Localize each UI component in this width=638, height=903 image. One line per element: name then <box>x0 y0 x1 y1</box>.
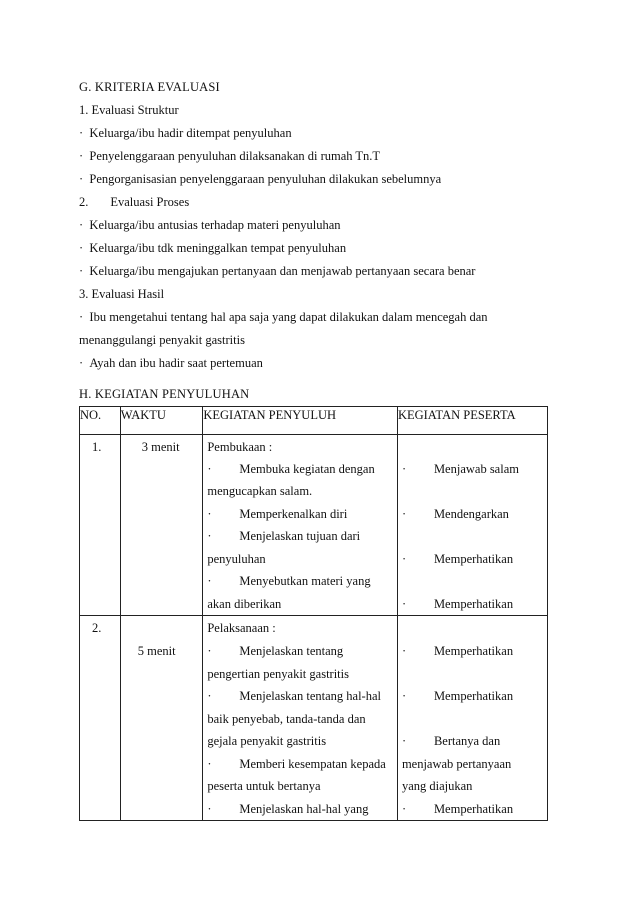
participant-line: · Memperhatikan <box>401 644 514 658</box>
struktur-item: · Pengorganisasian penyelenggaraan penyuluhan dilakukan sebelumnya <box>79 172 442 186</box>
row-duration: 5 menit <box>137 644 176 658</box>
activity-line: · Membuka kegiatan dengan <box>207 462 375 476</box>
activity-heading: Pelaksanaan : <box>207 621 276 635</box>
bullet-icon: · <box>207 462 212 476</box>
evaluasi-struktur-title: 1. Evaluasi Struktur <box>79 103 179 117</box>
activity-line: · Menjelaskan tujuan dari <box>207 529 361 543</box>
bullet-icon: · <box>79 172 84 186</box>
bullet-icon: · <box>79 126 84 140</box>
bullet-icon: · <box>79 356 84 370</box>
activity-line: · Menjelaskan tentang hal-hal <box>207 689 381 703</box>
bullet-icon: · <box>207 574 212 588</box>
bullet-icon: · <box>401 689 407 703</box>
bullet-icon: · <box>401 597 407 611</box>
participant-line: · Menjawab salam <box>401 462 519 476</box>
activity-line: gejala penyakit gastritis <box>207 734 327 748</box>
header-waktu: WAKTU <box>120 407 203 435</box>
bullet-icon: · <box>207 644 212 658</box>
row-duration: 3 menit <box>141 440 180 454</box>
proses-item: · Keluarga/ibu antusias terhadap materi penyuluhan <box>79 218 341 232</box>
proses-item: · Keluarga/ibu tdk meninggalkan tempat penyuluhan <box>79 241 347 255</box>
bullet-icon: · <box>207 757 212 771</box>
bullet-icon: · <box>207 529 212 543</box>
activity-line: · Memberi kesempatan kepada <box>207 757 386 771</box>
participant-line: · Memperhatikan <box>401 597 514 611</box>
bullet-icon: · <box>207 802 212 816</box>
participant-line: · Bertanya dan <box>401 734 501 748</box>
bullet-icon: · <box>79 264 84 278</box>
participant-line: · Memperhatikan <box>401 689 514 703</box>
hasil-item: · Ibu mengetahui tentang hal apa saja yang dapat dilakukan dalam mencegah dan <box>79 310 488 324</box>
row-number: 1. <box>92 440 102 454</box>
activity-line: baik penyebab, tanda-tanda dan <box>207 712 366 726</box>
participant-line: menjawab pertanyaan <box>401 757 512 771</box>
struktur-item: · Keluarga/ibu hadir ditempat penyuluhan <box>79 126 292 140</box>
bullet-icon: · <box>401 734 407 748</box>
activity-line: · Menjelaskan tentang <box>207 644 344 658</box>
bullet-icon: · <box>207 689 212 703</box>
activity-line: · Memperkenalkan diri <box>207 507 348 521</box>
kegiatan-table <box>79 406 548 821</box>
activity-line: pengertian penyakit gastritis <box>207 667 349 681</box>
proses-item: · Keluarga/ibu mengajukan pertanyaan dan menjawab pertanyaan secara benar <box>79 264 476 278</box>
participant-line: · Mendengarkan <box>401 507 509 521</box>
evaluasi-proses-title: 2. Evaluasi Proses <box>79 195 190 209</box>
header-kegiatan-peserta: KEGIATAN PESERTA <box>397 407 547 435</box>
bullet-icon: · <box>401 644 407 658</box>
bullet-icon: · <box>401 507 407 521</box>
activity-line: · Menjelaskan hal-hal yang <box>207 802 369 816</box>
header-no: NO. <box>80 407 121 435</box>
participant-line: · Memperhatikan <box>401 802 514 816</box>
bullet-icon: · <box>401 462 407 476</box>
table-row <box>80 616 548 821</box>
row-number: 2. <box>92 621 102 635</box>
activity-line: mengucapkan salam. <box>207 484 313 498</box>
bullet-icon: · <box>79 241 84 255</box>
section-h-heading: H. KEGIATAN PENYULUHAN <box>79 387 250 401</box>
evaluasi-hasil-title: 3. Evaluasi Hasil <box>79 287 165 301</box>
table-row <box>80 435 548 616</box>
table-header-row <box>80 407 548 435</box>
bullet-icon: · <box>79 310 84 324</box>
section-g-heading: G. KRITERIA EVALUASI <box>79 80 220 94</box>
participant-line: · Memperhatikan <box>401 552 514 566</box>
hasil-item: · Ayah dan ibu hadir saat pertemuan <box>79 356 263 370</box>
struktur-item: · Penyelenggaraan penyuluhan dilaksanakan di rumah Tn.T <box>79 149 381 163</box>
bullet-icon: · <box>207 507 212 521</box>
bullet-icon: · <box>79 218 84 232</box>
activity-line: akan diberikan <box>207 597 282 611</box>
activity-line: penyuluhan <box>207 552 266 566</box>
participant-line: yang diajukan <box>401 779 473 793</box>
bullet-icon: · <box>401 552 407 566</box>
bullet-icon: · <box>401 802 407 816</box>
activity-line: peserta untuk bertanya <box>207 779 321 793</box>
activity-line: · Menyebutkan materi yang <box>207 574 371 588</box>
header-kegiatan-penyuluh: KEGIATAN PENYULUH <box>203 407 398 435</box>
hasil-item-continuation: menanggulangi penyakit gastritis <box>79 333 245 347</box>
activity-heading: Pembukaan : <box>207 440 273 454</box>
bullet-icon: · <box>79 149 84 163</box>
